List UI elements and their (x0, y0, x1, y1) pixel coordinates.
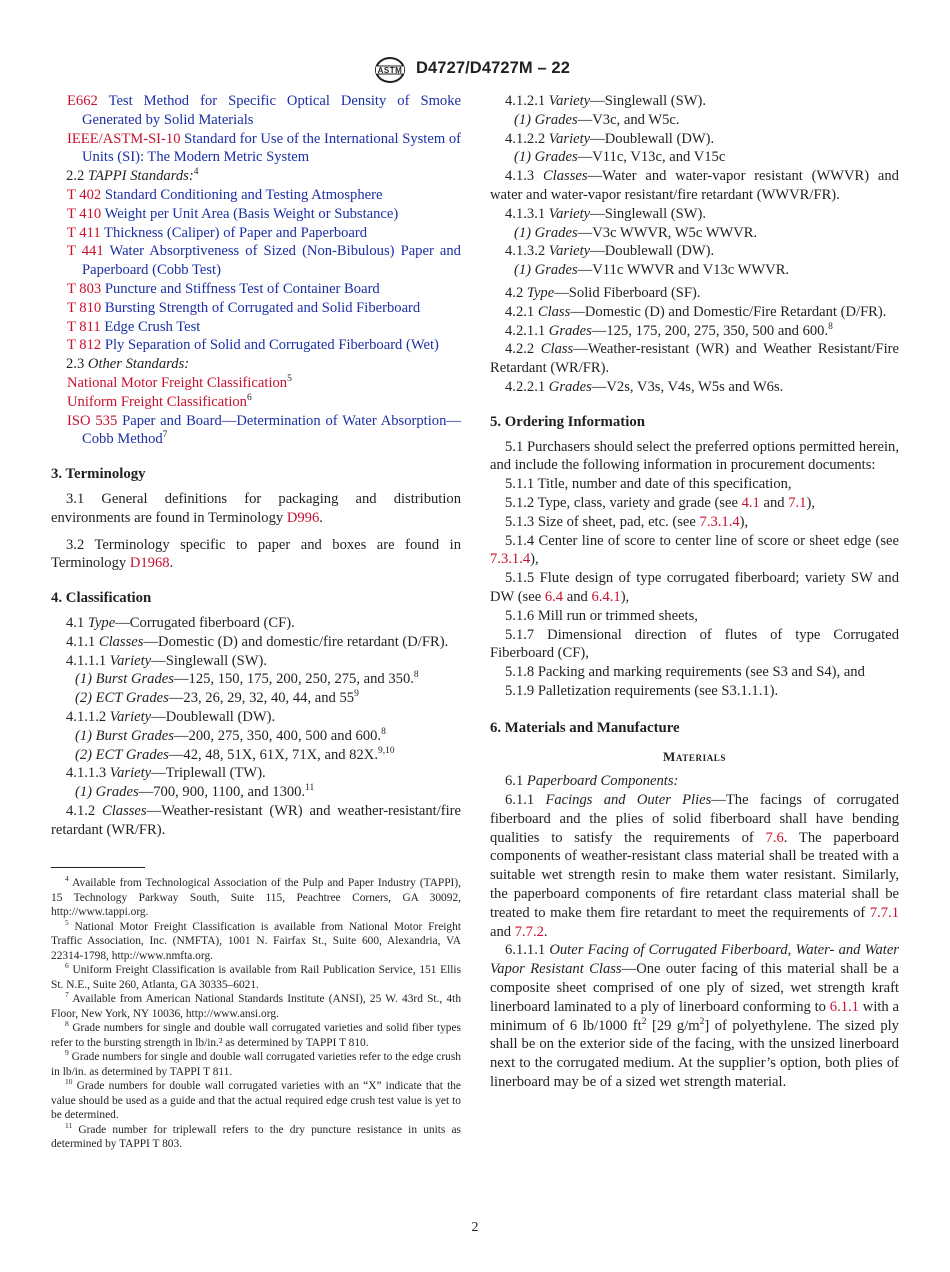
section-5-heading: 5. Ordering Information (490, 413, 645, 430)
para-4-2: 4.2 Type—Solid Fiberboard (SF). (505, 284, 701, 301)
para-4-1-2-2: 4.1.2.2 Variety—Doublewall (DW). (505, 130, 715, 147)
para-4-1-1: 4.1.1 Classes—Domestic (D) and domestic/fire retardant (D/FR). (66, 633, 449, 650)
grade-burst-dw: (1) Burst Grades—200, 275, 350, 400, 500 and 600.$^8$ (75, 726, 386, 744)
para-4-1: 4.1 Type—Corrugated fiberboard (CF). (66, 614, 295, 631)
para-5-1-8: 5.1.8 Packing and marking requirements (see S3 and S4), and (505, 664, 865, 681)
para-6-1: 6.1 Paperboard Components: (505, 773, 679, 790)
other-standards-heading: 2.3 Other Standards: (66, 356, 190, 373)
reference-ieee-astm (51, 130, 461, 168)
para-4-1-1-3: 4.1.1.3 Variety—Triplewall (TW). (66, 765, 266, 782)
footnote-rule (51, 867, 145, 868)
para-3-2: 3.2 Terminology specific to paper and boxes are found in Terminology D1968. (51, 536, 461, 572)
reference-t410: T 410 Weight per Unit Area (Basis Weight or Substance) (67, 205, 399, 222)
ref-title-link[interactable]: Test Method for Specific Optical Density of Smoke Generated by Solid Materials (82, 93, 461, 128)
reference-nmfc: National Motor Freight Classification$^5$ (67, 374, 292, 391)
para-4-1-1-2: 4.1.1.2 Variety—Doublewall (DW). (66, 708, 276, 725)
reference-t811: T 811 Edge Crush Test (67, 318, 201, 335)
para-5-1-4: 5.1.4 Center line of score to center line of score or sheet edge (see 7.3.1.4), (490, 532, 899, 568)
para-5-1: 5.1 Purchasers should select the preferred options permitted herein, and include the following information in procurement documents: (490, 438, 899, 474)
para-4-2-1-1: 4.2.1.1 Grades—125, 175, 200, 275, 350, 500 and 600.$^8$ (505, 321, 833, 339)
reference-t812: T 812 Ply Separation of Solid and Corrugated Fiberboard (Wet) (67, 337, 439, 354)
footnote-6: $^6$ Uniform Freight Classification is available from Rail Publication Service, 151 Ellis St. N.E., Suite 260, Atlanta, GA 30335–6021. (51, 961, 461, 991)
grade-ect-dw: (2) ECT Grades—42, 48, 51X, 61X, 71X, and 82X.$^{9,10}$ (75, 745, 395, 763)
para-6-1-1-1: 6.1.1.1 Outer Facing of Corrugated Fiberboard, Water- and Water Vapor Resistant Class—One outer facing of this material shall be a composite sheet comprised of one ply of sized, wet strength kraft linerboard laminated to a ply of linerboard conforming to 6.1.1 with a minimum of 6 lb/1000 $ft^2$ [29 $g/m^2$] of polyethylene. The sized ply shall be on the exterior side of the facing, with the unsized linerboard next to the corrugated medium. At the supplier’s option, both plies of linerboard may be of a sized wet strength material. (490, 942, 900, 1091)
section-3-heading: 3. Terminology (51, 466, 146, 483)
para-4-1-2: 4.1.2 Classes—Weather-resistant (WR) and weather-resistant/fire retardant (WR/FR). (51, 802, 461, 838)
footnote-8: $^8$ Grade numbers for single and double wall corrugated varieties and solid fiber types refer to the bursting strength in lb/in.² as determined by TAPPI T 810. (51, 1019, 461, 1049)
section-6-heading: 6. Materials and Manufacture (490, 719, 680, 736)
section-4-heading: 4. Classification (51, 590, 152, 607)
footnote-11: $^{11}$ Grade number for triplewall refers to the dry puncture resistance in units as determined by TAPPI T 803. (51, 1121, 461, 1151)
para-5-1-3: 5.1.3 Size of sheet, pad, etc. (see 7.3.1.4), (505, 513, 749, 530)
ref-code-link[interactable]: E662 (67, 93, 98, 109)
grades-4-1-3-2: (1) Grades—V11c WWVR and V13c WWVR. (514, 262, 790, 279)
para-5-1-9: 5.1.9 Palletization requirements (see S3.1.1.1). (505, 682, 779, 699)
para-5-1-1: 5.1.1 Title, number and date of this specification, (505, 476, 792, 493)
footnote-7: $^7$ Available from American National Standards Institute (ANSI), 25 W. 43rd St., 4th Floor, New York, NY 10036, http://www.ansi.org. (51, 990, 462, 1020)
ref-code-link[interactable]: IEEE/ASTM-SI-10 (67, 130, 181, 147)
para-5-1-5: 5.1.5 Flute design of type corrugated fiberboard; variety SW and DW (see 6.4 and 6.4.1), (490, 570, 899, 605)
astm-logo-icon (372, 56, 408, 84)
para-5-1-7: 5.1.7 Dimensional direction of flutes of type Corrugated Fiberboard (CF), (490, 626, 899, 662)
grade-tw: (1) Grades—700, 900, 1100, and 1300.11 (75, 783, 315, 801)
reference-t402: T 402 Standard Conditioning and Testing Atmosphere (67, 186, 383, 203)
left-column (51, 92, 461, 1152)
svg-text:ASTM: ASTM (377, 66, 403, 75)
para-4-1-3: 4.1.3 Classes—Water and water-vapor resistant (WWVR) and water and water-vapor resistant/fire retardant (WWVR/FR). (490, 168, 899, 203)
footnote-9: $^9$ Grade numbers for single and double wall corrugated varieties refer to the edge crush in lb/in. as determined by TAPPI T 811. (51, 1048, 461, 1078)
para-4-2-2: 4.2.2 Class—Weather-resistant (WR) and Weather Resistant/Fire Retardant (WR/FR). (490, 341, 899, 377)
grade-burst-sw: (1) Burst Grades—125, 150, 175, 200, 250, 275, and 350.$^8$ (75, 670, 419, 688)
right-column (490, 92, 899, 1092)
grades-4-1-2-1: (1) Grades—V3c, and W5c. (514, 111, 680, 128)
page-number: 2 (471, 1220, 479, 1235)
grades-4-1-2-2: (1) Grades—V11c, V13c, and V15c (514, 149, 726, 166)
para-4-2-2-1: 4.2.2.1 Grades—V2s, V3s, V4s, W5s and W6s. (505, 378, 784, 395)
para-4-1-1-1: 4.1.1.1 Variety—Singlewall (SW). (66, 652, 268, 669)
reference-t810: T 810 Bursting Strength of Corrugated and Solid Fiberboard (67, 299, 421, 316)
para-5-1-6: 5.1.6 Mill run or trimmed sheets, (505, 607, 698, 624)
para-3-1: 3.1 General definitions for packaging and distribution environments are found in Terminology D996. (51, 490, 461, 526)
footnote-10: $^{10}$ Grade numbers for double wall corrugated varieties with an “X” indicate that the value should be used as a guide and that the actual required edge crush test value is yet to be determined. (51, 1077, 461, 1122)
reference-ufc: Uniform Freight Classification$^6$ (67, 392, 252, 410)
footnote-4: $^4$ Available from Technological Association of the Pulp and Paper Industry (TAPPI), 15 Technology Parkway South, Suite 115, Peachtree Corners, GA 30092, http://www.tappi.org. (51, 874, 461, 919)
grade-ect-sw: (2) ECT Grades—23, 26, 29, 32, 40, 44, and $55^9$ (75, 689, 359, 707)
para-5-1-2: 5.1.2 Type, class, variety and grade (see 4.1 and 7.1), (505, 494, 815, 511)
para-4-1-2-1: 4.1.2.1 Variety—Singlewall (SW). (505, 93, 707, 109)
footnote-5: $^5$ National Motor Freight Classification is available from National Motor Freight Traffic Association, Inc. (NMFTA), 1001 N. Fairfax St., Suite 600, Alexandria, VA 22314-1798, http://www.nmfta.org. (51, 918, 461, 962)
para-6-1-1: 6.1.1 Facings and Outer Plies—The facings of corrugated fiberboard and the plies of solid fiberboard shall have bending qualities to satisfy the requirements of 7.6. The paperboard components of weather-resistant class material shall be treated with a suitable wet strength resin to make them water resistant. Similarly, the paperboard components of fire retardant class material shall be treated to make them fire retardant to meet the requirements of 7.7.1 and 7.7.2. (490, 792, 899, 940)
page-header (0, 56, 950, 84)
para-4-1-3-2: 4.1.3.2 Variety—Doublewall (DW). (505, 243, 715, 260)
materials-subheading: Materials (662, 748, 727, 764)
reference-iso535: ISO 535 Paper and Board—Determination of Water Absorption—Cobb Method$^7$ (67, 412, 461, 448)
standard-designation: D4727/D4727M – 22 (416, 59, 570, 77)
grades-4-1-3-1: (1) Grades—V3c WWVR, W5c WWVR. (514, 224, 758, 241)
reference-t411: T 411 Thickness (Caliper) of Paper and Paperboard (67, 224, 368, 241)
reference-t803: T 803 Puncture and Stiffness Test of Container Board (67, 280, 380, 297)
reference-e662 (51, 92, 461, 130)
para-4-1-3-1: 4.1.3.1 Variety—Singlewall (SW). (505, 205, 707, 222)
tappi-heading: 2.2 TAPPI Standards:$^4$ (66, 167, 199, 185)
ref-title-link[interactable]: Standard for Use of the International System of Units (SI): The Modern Metric System (82, 130, 461, 166)
para-4-2-1: 4.2.1 Class—Domestic (D) and Domestic/Fire Retardant (D/FR). (505, 303, 887, 320)
reference-t441: T 441 Water Absorptiveness of Sized (Non-Bibulous) Paper and Paperboard (Cobb Test) (67, 243, 461, 279)
